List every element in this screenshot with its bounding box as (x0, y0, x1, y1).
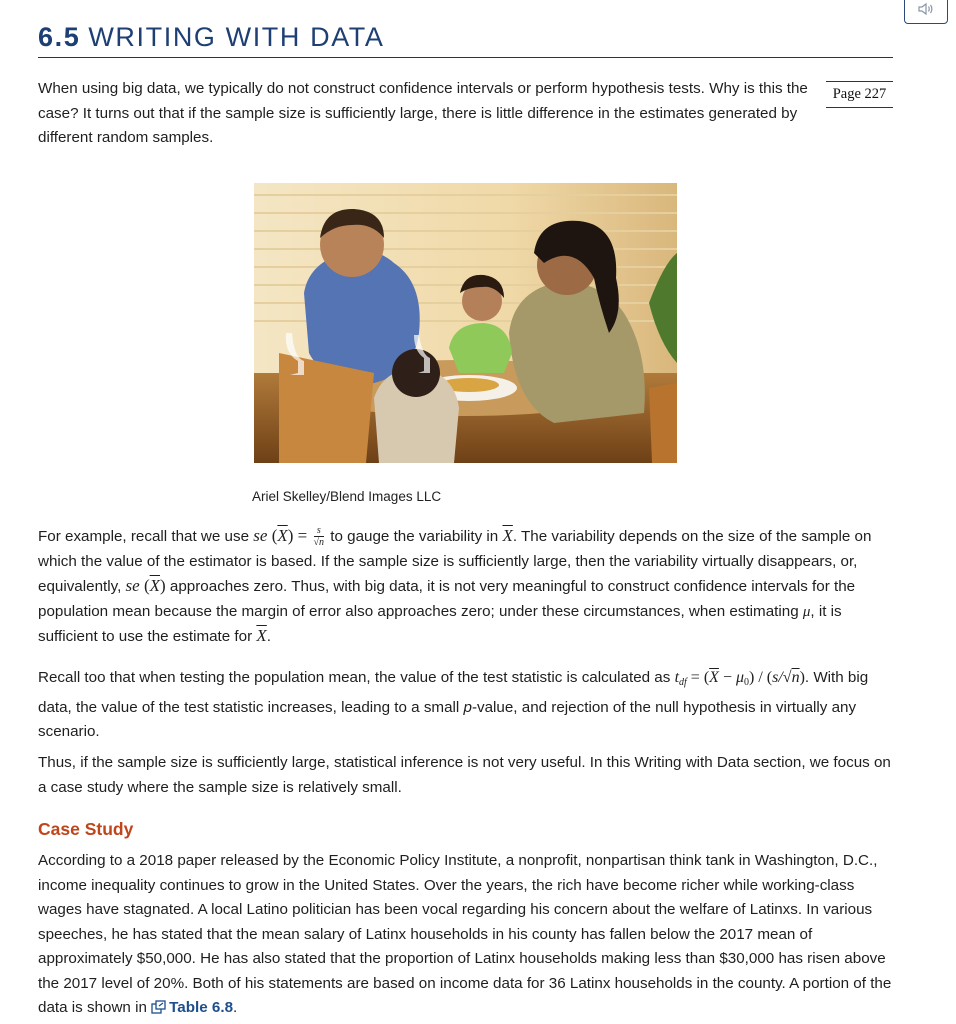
photo-credit: Ariel Skelley/Blend Images LLC (252, 489, 442, 504)
text-run: . (233, 999, 238, 1016)
text-run: Recall too that when testing the population mean, the value of the test statistic is calculated as (38, 669, 675, 686)
text-run: , it is sufficient to use the estimate for (38, 602, 842, 645)
text-run: . (266, 628, 271, 645)
test-statistic-paragraph (38, 666, 898, 745)
case-study-paragraph (38, 849, 900, 1023)
section-title: WRITING WITH DATA (88, 22, 385, 52)
variability-paragraph (38, 524, 898, 650)
text-run: . The variability depends on the size of the sample on which the value of the estimator is based. If the sample size is sufficiently large, then the variability virtually disappears, or, equivalently, (38, 528, 872, 595)
table-link[interactable]: Table 6.8 (169, 999, 234, 1016)
symbol-xbar: $\overline{X}$ (502, 526, 513, 545)
summary-paragraph: Thus, if the sample size is sufficiently large, statistical inference is not very useful. In this Writing with Data section, we focus on a case study where the sample size is relatively small. (38, 754, 891, 796)
text-run: According to a 2018 paper released by the Economic Policy Institute, a nonprofit, nonpartisan think tank in Washington, D.C., income inequality continues to grow in the United States. Over the years, the rich have become richer while working-class wages have stagnated. A local Latino politician has been vocal regarding his concern about the welfare of Latinxs. In various speeches, he has stated that the mean salary of Latinx households in his county has fallen below the 2017 mean of approximately $50,000. He has also stated that the proportion of Latinx households making less than $30,000 has risen above the 2017 level of 20%. Both of his statements are based on income data for 36 Latinx households in the county. A portion of the data is shown in (38, 852, 892, 1016)
speaker-icon (918, 2, 934, 16)
formula-se-xbar: se $(\overline{X})$ = $\frac{s}{√n}$ (253, 525, 325, 549)
text-run: approaches zero. Thus, with big data, it is not very meaningful to construct confidence intervals for the population mean because the margin of error also approaches zero; under these circumstances, when estimating (38, 578, 856, 620)
text-run: to gauge the variability in (326, 528, 503, 545)
external-link-icon[interactable] (151, 998, 166, 1023)
formula-se-xbar-short: se $(\overline{X})$ (125, 576, 166, 595)
family-dinner-photo (254, 183, 677, 463)
p-italic: p (463, 698, 472, 716)
section-number: 6.5 (38, 22, 81, 52)
text-run: For example, recall that we use (38, 528, 254, 545)
page-marker: Page 227 (826, 81, 893, 108)
section-heading (38, 22, 893, 58)
intro-paragraph: When using big data, we typically do not construct confidence intervals or perform hypothesis tests. Why is this the case? It turns out that if the sample size is sufficiently large, there is little difference in the estimates generated by different random samples. (38, 80, 808, 146)
formula-test-statistic: $t_{df} = (\overline{X} - \mu_0) / (s/√n)$ (674, 669, 805, 688)
text-run: -value, and rejection of the null hypothesis in virtually any scenario. (38, 698, 857, 740)
symbol-mu: μ (802, 603, 811, 620)
audio-button[interactable] (904, 0, 948, 24)
symbol-xbar: $\overline{X}$ (256, 626, 267, 645)
text-run: . With big data, the value of the test statistic increases, leading to a small (38, 669, 869, 716)
case-study-title: Case Study (38, 819, 134, 839)
